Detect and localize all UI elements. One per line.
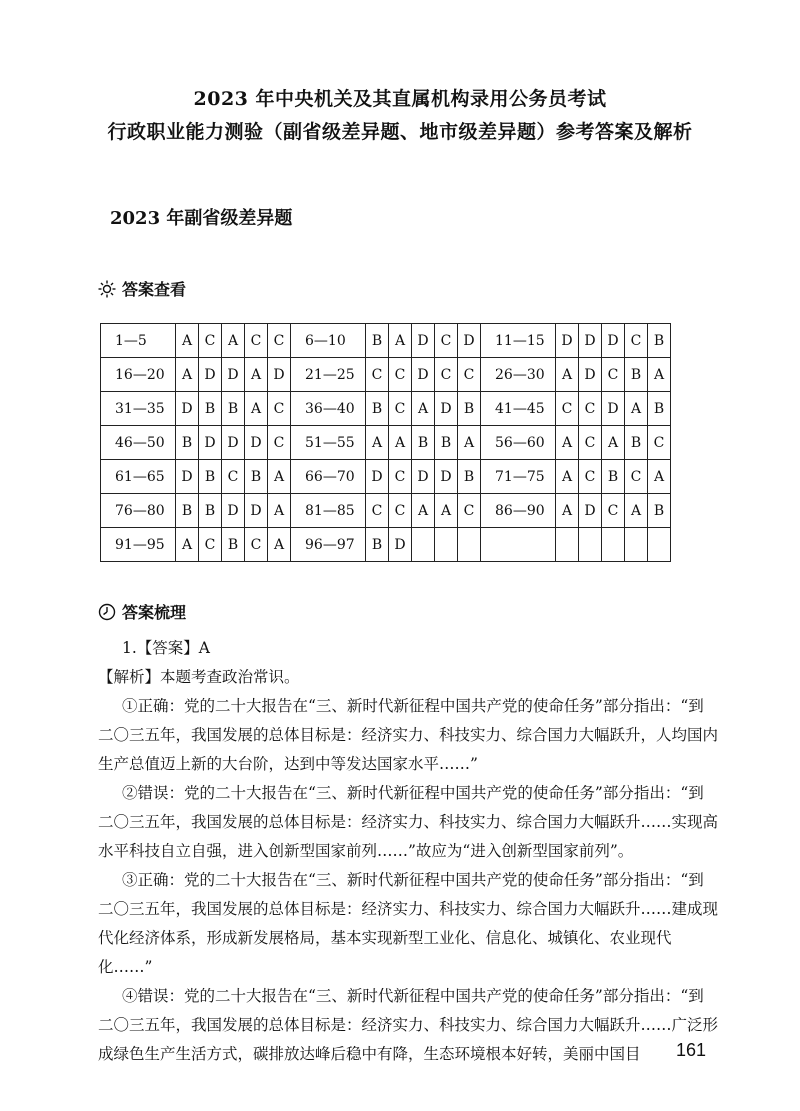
question-range: 96—97 [291,528,366,562]
answer-letter: D [556,324,579,358]
answer-letter: C [579,426,602,460]
answer-letter: A [176,528,199,562]
answer-letter: B [199,460,222,494]
answer-letter: D [602,324,625,358]
answer-letter: A [556,358,579,392]
answer-letter: D [389,528,412,562]
clock-icon [98,603,116,621]
answer-letter: C [199,528,222,562]
answer-letter: C [579,392,602,426]
answer-table-row [101,528,671,562]
answer-letter: C [458,358,481,392]
answer-letter: B [458,460,481,494]
answer-view-heading [98,277,186,300]
answer-letter: C [602,494,625,528]
question-range: 66—70 [291,460,366,494]
answer-letter: B [176,494,199,528]
answer-letter: D [222,494,245,528]
answer-letter: A [268,494,291,528]
q1-paragraph-1: ①正确：党的二十大报告在“三、新时代新征程中国共产党的使命任务”部分指出：“到二〇三五年，我国发展的总体目标是：经济实力、科技实力、综合国力大幅跃升，人均国内生产总值迈上新的大台阶，达到中等发达国家水平……” [98,697,719,773]
answer-letter: D [412,324,435,358]
answer-letter [625,528,648,562]
answer-notes-label: 答案梳理 [122,603,187,622]
answer-letter: A [412,494,435,528]
question-range: 61—65 [101,460,176,494]
question-range: 26—30 [481,358,556,392]
question-range: 71—75 [481,460,556,494]
answer-letter: A [222,324,245,358]
q1-paragraph-3: ③正确：党的二十大报告在“三、新时代新征程中国共产党的使命任务”部分指出：“到二〇三五年，我国发展的总体目标是：经济实力、科技实力、综合国力大幅跃升……建成现代化经济体系，形成新发展格局，基本实现新型工业化、信息化、城镇化、农业现代化……” [98,871,719,976]
answer-letter: D [579,358,602,392]
answer-letter: A [556,460,579,494]
answer-letter: A [556,426,579,460]
page-number: 161 [675,1040,706,1060]
answer-notes-heading [98,600,186,623]
answer-view-label: 答案查看 [122,280,187,299]
answer-letter: C [625,460,648,494]
answer-letter: D [435,392,458,426]
answer-letter: C [268,324,291,358]
answer-letter: C [245,528,268,562]
question-range: 46—50 [101,426,176,460]
answer-letter [556,528,579,562]
answer-letter [579,528,602,562]
answer-letter: C [625,324,648,358]
answer-letter: C [268,392,291,426]
answer-letter: D [412,460,435,494]
answer-letter: A [366,426,389,460]
question-range: 41—45 [481,392,556,426]
answer-table-row [101,460,671,494]
answer-letter: C [366,494,389,528]
question-range: 16—20 [101,358,176,392]
answer-letter: C [389,494,412,528]
answer-letter: C [602,358,625,392]
answer-table-row [101,392,671,426]
answer-letter: A [602,426,625,460]
answer-letter: D [458,324,481,358]
answer-letter: B [222,392,245,426]
answer-letter: B [602,460,625,494]
answer-letter: B [199,494,222,528]
answer-letter: C [245,324,268,358]
answer-letter: B [245,460,268,494]
answer-letter: A [245,392,268,426]
answer-letter: D [245,426,268,460]
question-range: 6—10 [291,324,366,358]
answer-letter: C [366,358,389,392]
answer-letter: B [458,392,481,426]
answer-letter: C [435,358,458,392]
answer-table [100,323,671,562]
answer-letter: B [176,426,199,460]
answer-letter: D [579,494,602,528]
question-range: 76—80 [101,494,176,528]
answer-letter: D [176,460,199,494]
answer-letter: B [222,528,245,562]
answer-letter: C [556,392,579,426]
answer-letter: A [458,426,481,460]
answer-letter: D [579,324,602,358]
answer-letter [458,528,481,562]
answer-letter: C [389,460,412,494]
answer-table-row [101,494,671,528]
answer-letter: A [389,426,412,460]
answer-letter: D [602,392,625,426]
question-range: 21—25 [291,358,366,392]
answer-letter: C [268,426,291,460]
answer-letter: D [222,358,245,392]
answer-letter: D [222,426,245,460]
answer-letter: B [648,392,671,426]
answer-letter: A [435,494,458,528]
answer-letter: B [625,358,648,392]
answer-table-row [101,358,671,392]
question-range: 56—60 [481,426,556,460]
question-range: 91—95 [101,528,176,562]
answer-letter: A [648,460,671,494]
answer-letter: C [199,324,222,358]
question-range: 51—55 [291,426,366,460]
q1-paragraph-2: ②错误：党的二十大报告在“三、新时代新征程中国共产党的使命任务”部分指出：“到二〇三五年，我国发展的总体目标是：经济实力、科技实力、综合国力大幅跃升……实现高水平科技自立自强，进入创新型国家前列……”故应为“进入创新型国家前列”。 [98,784,719,860]
question-range: 81—85 [291,494,366,528]
answer-letter: A [245,358,268,392]
answer-letter [435,528,458,562]
answer-letter: B [366,392,389,426]
answer-letter [602,528,625,562]
answer-letter: C [389,392,412,426]
question-range: 36—40 [291,392,366,426]
question-1-analysis [98,634,718,1069]
answer-letter [412,528,435,562]
answer-letter: A [556,494,579,528]
answer-letter: B [366,528,389,562]
answer-letter: A [412,392,435,426]
q1-answer-line: 1.【答案】A [122,639,210,657]
answer-letter: C [222,460,245,494]
answer-letter: C [389,358,412,392]
answer-letter: B [648,494,671,528]
answer-letter: D [412,358,435,392]
answer-table-row [101,426,671,460]
answer-letter: A [648,358,671,392]
question-range: 86—90 [481,494,556,528]
document-title-line2: 行政职业能力测验（副省级差异题、地市级差异题）参考答案及解析 [107,121,693,143]
question-range: 31—35 [101,392,176,426]
answer-letter: C [435,324,458,358]
answer-letter: D [366,460,389,494]
answer-letter: B [412,426,435,460]
answer-letter: D [435,460,458,494]
answer-letter: A [625,392,648,426]
document-title-line1: 2023 年中央机关及其直属机构录用公务员考试 [193,88,607,110]
sun-icon [98,280,116,298]
answer-letter: A [268,460,291,494]
question-range: 1—5 [101,324,176,358]
answer-letter: B [625,426,648,460]
answer-letter: B [366,324,389,358]
answer-letter: A [176,324,199,358]
answer-letter: B [435,426,458,460]
answer-letter: A [625,494,648,528]
answer-letter [648,528,671,562]
q1-analysis-line: 【解析】本题考查政治常识。 [98,668,300,686]
answer-letter: A [268,528,291,562]
answer-letter: D [199,426,222,460]
answer-letter: A [176,358,199,392]
answer-letter: C [579,460,602,494]
answer-letter: C [648,426,671,460]
question-range [481,528,556,562]
answer-letter: D [199,358,222,392]
q1-paragraph-4: ④错误：党的二十大报告在“三、新时代新征程中国共产党的使命任务”部分指出：“到二〇三五年，我国发展的总体目标是：经济实力、科技实力、综合国力大幅跃升……广泛形成绿色生产生活方式，碳排放达峰后稳中有降，生态环境根本好转，美丽中国目 [98,987,719,1063]
answer-letter: D [245,494,268,528]
answer-table-row [101,324,671,358]
section-title: 2023 年副省级差异题 [110,208,293,229]
answer-letter: B [648,324,671,358]
answer-letter: B [199,392,222,426]
answer-letter: C [458,494,481,528]
answer-letter: D [176,392,199,426]
answer-letter: D [268,358,291,392]
question-range: 11—15 [481,324,556,358]
answer-letter: A [389,324,412,358]
